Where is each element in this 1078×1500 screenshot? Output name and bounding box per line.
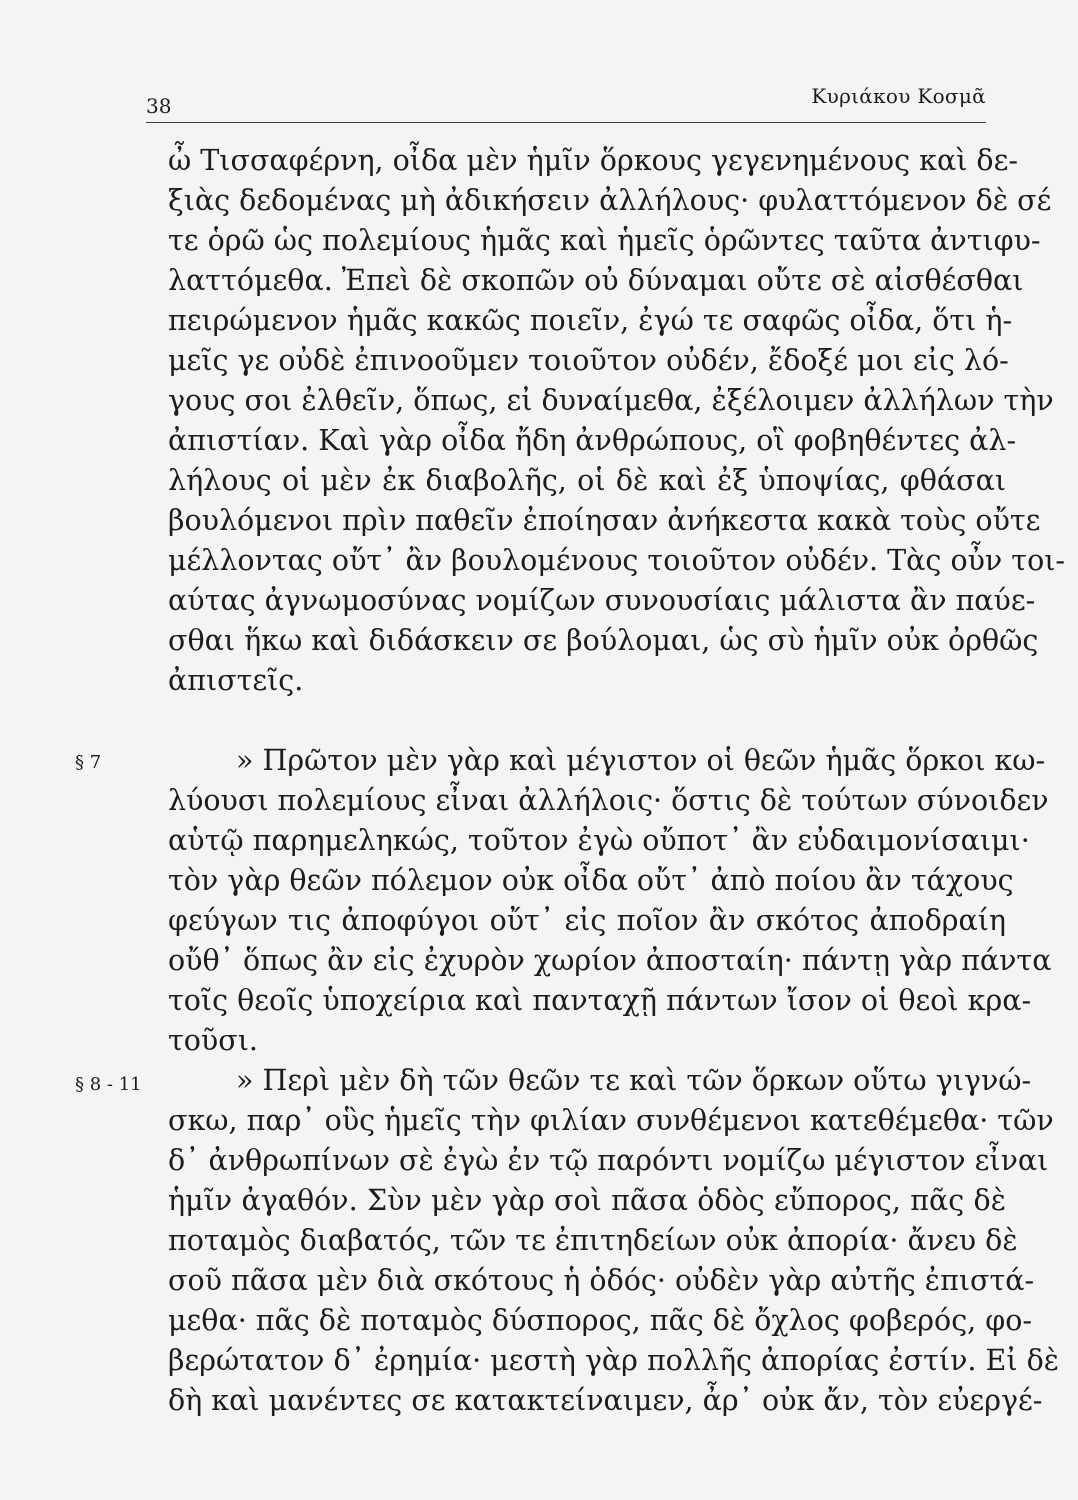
section-marker-8-11: § 8 - 11 [75, 1074, 142, 1095]
text-line: δὴ καὶ μανέντες σε κατακτείναιμεν, ἆρ᾽ οὐκ ἄν, τὸν εὐεργέ- [168, 1384, 1043, 1417]
text-line: βερώτατον δ᾽ ἐρημία· μεστὴ γὰρ πολλῆς ἀπορίας ἐστίν. Εἰ δὲ [168, 1344, 1060, 1377]
text-line: σοῦ πᾶσα μὲν διὰ σκότους ἡ ὁδός· οὐδὲν γὰρ αὐτῆς ἐπιστά- [168, 1264, 1035, 1297]
text-line: τε ὁρῶ ὡς πολεμίους ἡμᾶς καὶ ἡμεῖς ὁρῶντες ταῦτα ἀντιφυ- [168, 224, 1041, 257]
text-line: δ᾽ ἀνθρωπίνων σὲ ἐγὼ ἐν τῷ παρόντι νομίζω μέγιστον εἶναι [168, 1144, 1049, 1177]
text-line: λύουσι πολεμίους εἶναι ἀλλήλοις· ὅστις δὲ τούτων σύνοιδεν [168, 784, 1049, 817]
text-line: τὸν γὰρ θεῶν πόλεμον οὐκ οἶδα οὔτ᾽ ἀπὸ ποίου ἂν τάχους [168, 864, 1014, 897]
text-line: ὦ Τισσαφέρνη, οἶδα μὲν ἡμῖν ὅρκους γεγενημένους καὶ δε- [168, 144, 1018, 177]
text-line: αὑτῷ παρημεληκώς, τοῦτον ἐγὼ οὔποτ᾽ ἂν εὐδαιμονίσαιμι· [168, 824, 1030, 857]
text-line: τοῖς θεοῖς ὑποχείρια καὶ πανταχῇ πάντων ἴσον οἱ θεοὶ κρα- [168, 984, 1032, 1017]
text-line: ἀπιστίαν. Καὶ γὰρ οἶδα ἤδη ἀνθρώπους, οἳ φοβηθέντες ἀλ- [168, 424, 1017, 457]
text-line: αύτας ἀγνωμοσύνας νομίζων συνουσίαις μάλιστα ἂν παύε- [168, 584, 1036, 617]
text-line: » Περὶ μὲν δὴ τῶν θεῶν τε καὶ τῶν ὅρκων οὕτω γιγνώ- [236, 1064, 1032, 1097]
running-head: Κυριάκου Κοσμᾶ [811, 84, 986, 108]
text-line: μεθα· πᾶς δὲ ποταμὸς δύσπορος, πᾶς δὲ ὄχλος φοβερός, φο- [168, 1304, 1033, 1337]
text-line: γους σοι ἐλθεῖν, ὅπως, εἰ δυναίμεθα, ἐξέλοιμεν ἀλλήλων τὴν [168, 384, 1054, 417]
text-line: ἡμῖν ἀγαθόν. Σὺν μὲν γὰρ σοὶ πᾶσα ὁδὸς εὔπορος, πᾶς δὲ [168, 1184, 1006, 1217]
text-line: λαττόμεθα. Ἐπεὶ δὲ σκοπῶν οὐ δύναμαι οὔτε σὲ αἰσθέσθαι [168, 264, 1024, 297]
text-line: ποταμὸς διαβατός, τῶν τε ἐπιτηδείων οὐκ ἀπορία· ἄνευ δὲ [168, 1224, 1018, 1257]
page-number: 38 [146, 94, 172, 118]
text-line: τοῦσι. [168, 1024, 258, 1057]
text-line: βουλόμενοι πρὶν παθεῖν ἐποίησαν ἀνήκεστα κακὰ τοὺς οὔτε [168, 504, 1041, 537]
text-line: μέλλοντας οὔτ᾽ ἂν βουλομένους τοιοῦτον οὐδέν. Τὰς οὖν τοι- [168, 544, 1066, 577]
text-line: οὔθ᾽ ὅπως ἂν εἰς ἐχυρὸν χωρίον ἀποσταίη· πάντῃ γὰρ πάντα [168, 944, 1052, 977]
text-line: μεῖς γε οὐδὲ ἐπινοοῦμεν τοιοῦτον οὐδέν, ἔδοξέ μοι εἰς λό- [168, 344, 1009, 377]
text-line: ἀπιστεῖς. [168, 664, 304, 697]
text-line: φεύγων τις ἀποφύγοι οὔτ᾽ εἰς ποῖον ἂν σκότος ἀποδραίη [168, 904, 1006, 937]
text-line: πειρώμενον ἡμᾶς κακῶς ποιεῖν, ἐγώ τε σαφῶς οἶδα, ὅτι ἡ- [168, 304, 1013, 337]
section-marker-7: § 7 [75, 752, 102, 773]
text-line: σθαι ἥκω καὶ διδάσκειν σε βούλομαι, ὡς σὺ ἡμῖν οὐκ ὀρθῶς [168, 624, 1039, 657]
text-line: λήλους οἱ μὲν ἐκ διαβολῆς, οἱ δὲ καὶ ἐξ ὑποψίας, φθάσαι [168, 464, 1006, 497]
text-line: ξιὰς δεδομένας μὴ ἀδικήσειν ἀλλήλους· φυλαττόμενον δὲ σέ [168, 184, 1052, 217]
text-line: » Πρῶτον μὲν γὰρ καὶ μέγιστον οἱ θεῶν ἡμᾶς ὅρκοι κω- [236, 744, 1046, 777]
page-header [146, 78, 986, 123]
text-line: σκω, παρ᾽ οὓς ἡμεῖς τὴν φιλίαν συνθέμενοι κατεθέμεθα· τῶν [168, 1104, 1054, 1137]
